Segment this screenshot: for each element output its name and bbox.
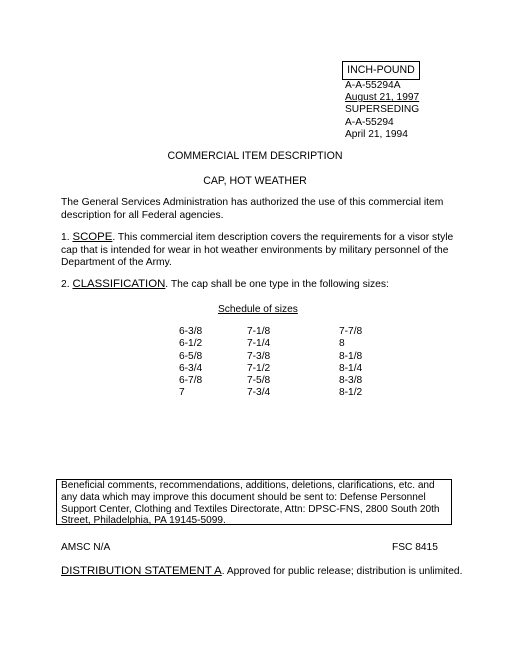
distribution-label: DISTRIBUTION STATEMENT A xyxy=(61,565,222,577)
authorization-paragraph: The General Services Administration has authorized the use of this commercial item description for all Federal agencies. xyxy=(61,197,444,221)
scope-number: 1. xyxy=(61,232,70,243)
size-cell: 7-7/8 xyxy=(339,326,363,337)
scope-paragraph xyxy=(61,231,461,270)
size-cell: 7-1/4 xyxy=(247,338,271,350)
document-date: August 21, 1997 xyxy=(345,92,420,104)
size-cell: 6-1/2 xyxy=(179,338,203,350)
schedule-title: Schedule of sizes xyxy=(218,304,298,315)
size-cell: 8-1/8 xyxy=(339,350,363,362)
comments-box: Beneficial comments, recommendations, additions, deletions, clarifications, etc. and any data which may improve this document should be sent to: Defense Personnel Support Center, Clothing and Textiles Directorate, Attn: DPSC-FNS, 2800 South 20th Street, Philadelphia, PA 19145-5099. xyxy=(56,479,452,525)
amsc-code: AMSC N/A xyxy=(61,542,111,553)
size-cell: 7-5/8 xyxy=(247,375,271,387)
size-cell: 6-3/8 xyxy=(179,326,203,337)
size-cell: 8-1/2 xyxy=(339,387,363,399)
fsc-code: FSC 8415 xyxy=(392,542,438,553)
document-heading: COMMERCIAL ITEM DESCRIPTION xyxy=(167,150,343,162)
size-cell: 6-5/8 xyxy=(179,350,203,362)
size-cell: 7-3/8 xyxy=(247,350,271,362)
classification-paragraph xyxy=(61,278,461,292)
size-cell: 7-3/4 xyxy=(247,387,271,399)
size-cell: 8-1/4 xyxy=(339,362,363,374)
size-cell: 7 xyxy=(179,387,185,399)
classification-label: CLASSIFICATION xyxy=(72,278,166,290)
item-title: CAP, HOT WEATHER xyxy=(203,175,307,187)
document-id: A-A-55294A xyxy=(345,80,401,91)
size-cell: 7-1/2 xyxy=(247,362,271,374)
size-cell: 8-3/8 xyxy=(339,375,363,387)
size-cell: 6-3/4 xyxy=(179,362,203,374)
size-cell: 7-1/8 xyxy=(247,326,271,337)
size-cell: 8 xyxy=(339,338,345,350)
classification-number: 2. xyxy=(61,279,70,290)
size-cell: 6-7/8 xyxy=(179,375,203,387)
distribution-statement xyxy=(61,565,462,577)
superseded-date: April 21, 1994 xyxy=(345,128,408,140)
document-id-block xyxy=(345,80,419,141)
sizes-table xyxy=(179,326,399,400)
classification-text: . The cap shall be one type in the following sizes: xyxy=(165,279,389,290)
superseded-id: A-A-55294 xyxy=(345,116,394,128)
scope-text: . This commercial item description covers the requirements for a visor style cap that is intended for wear in hot weather environments by military personnel of the Department of the Army. xyxy=(61,232,454,269)
inch-pound-box: INCH-POUND xyxy=(342,61,420,80)
superseding-label: SUPERSEDING xyxy=(345,104,420,116)
distribution-text: . Approved for public release; distribution is unlimited. xyxy=(221,566,463,577)
scope-label: SCOPE xyxy=(72,231,113,243)
